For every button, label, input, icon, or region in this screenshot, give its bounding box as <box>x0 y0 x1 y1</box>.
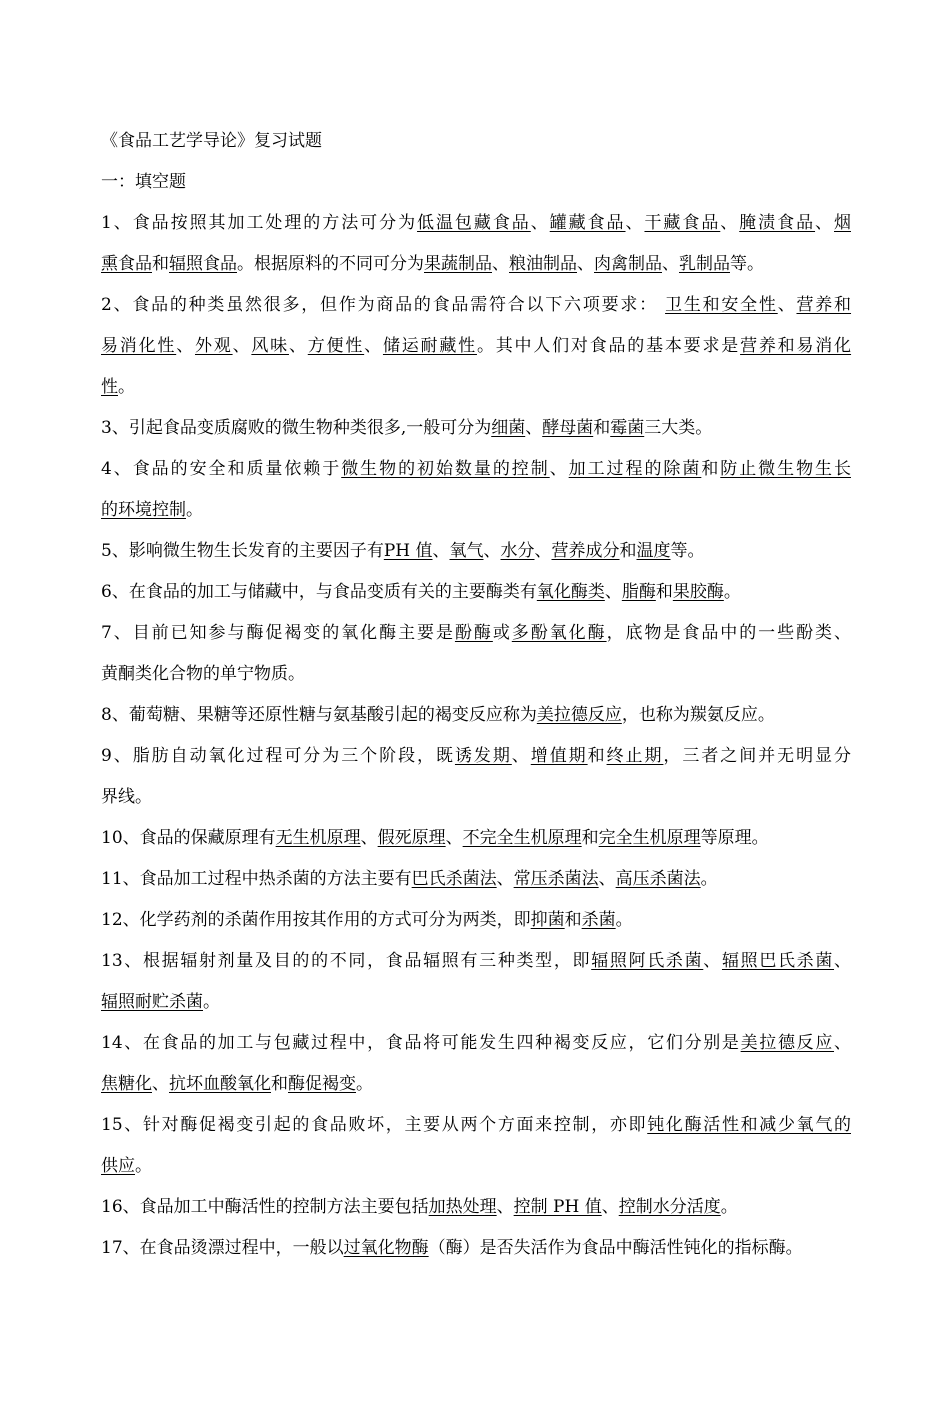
question-text: 、 <box>360 828 378 848</box>
text-line <box>101 333 851 359</box>
text-line <box>101 497 851 523</box>
question-text: （酶）是否失活作为食品中酶活性钝化的指标酶。 <box>428 1238 803 1258</box>
answer-text: 营养成分 <box>551 541 620 561</box>
question-text: 12、化学药剂的杀菌作用按其作用的方式可分为两类，即 <box>101 910 531 930</box>
question-text: 和 <box>271 1074 288 1094</box>
question-text: 和 <box>581 828 599 848</box>
question-text: 、 <box>176 336 195 356</box>
question-text: 。 <box>203 992 220 1012</box>
text-line <box>101 620 851 646</box>
text-line <box>101 743 851 769</box>
answer-text: 外观 <box>194 336 233 356</box>
text-line <box>101 1235 851 1261</box>
answer-text: 完全生机原理 <box>598 828 701 848</box>
answer-text: 酚酶 <box>454 623 493 643</box>
answer-text: 酶促褐变 <box>288 1074 356 1094</box>
answer-text: 高压杀菌法 <box>615 869 701 889</box>
answer-text: 温度 <box>636 541 671 561</box>
answer-text: 加工过程的除菌 <box>568 459 702 479</box>
question-text: 11、食品加工过程中热杀菌的方法主要有 <box>101 869 412 889</box>
answer-text: 焦糖化 <box>101 1074 152 1094</box>
answer-text: 供应 <box>101 1156 135 1176</box>
answer-text: 常压杀菌法 <box>513 869 599 889</box>
question-text: 、 <box>625 213 645 233</box>
answer-text: 控制水分活度 <box>618 1197 721 1217</box>
question-text: 和 <box>701 459 721 479</box>
question-text: 、 <box>577 254 594 274</box>
answer-text: 控制 PH 值 <box>513 1197 602 1217</box>
question-text: 、 <box>525 418 543 438</box>
answer-text: 霉菌 <box>610 418 645 438</box>
question-text: 、 <box>598 869 616 889</box>
question-text: 、 <box>534 541 552 561</box>
question-text: 14、在食品的加工与包藏过程中，食品将可能发生四种褐变反应，它们分别是 <box>101 1033 741 1053</box>
answer-text: 低温包藏食品 <box>417 213 531 233</box>
question-text: 、 <box>549 459 569 479</box>
question-text: 、 <box>530 213 550 233</box>
question-text: 、 <box>720 213 740 233</box>
answer-text: 氧气 <box>449 541 484 561</box>
answer-text: 钝化酶活性和减少氧气的 <box>647 1115 851 1135</box>
answer-text: 无生机原理 <box>275 828 361 848</box>
answer-text: 方便性 <box>307 336 365 356</box>
question-text: 10、食品的保藏原理有 <box>101 828 276 848</box>
question-text: 16、食品加工中酶活性的控制方法主要包括 <box>101 1197 429 1217</box>
section-heading: 一：填空题 <box>101 172 186 192</box>
answer-text: 烟 <box>834 213 851 233</box>
question-text: 、 <box>288 336 308 356</box>
question-list <box>101 210 851 1261</box>
text-line <box>101 1194 851 1220</box>
answer-text: 加热处理 <box>428 1197 497 1217</box>
answer-text: 的环境控制 <box>101 500 186 520</box>
answer-text: 抑菌 <box>530 910 565 930</box>
question-text: 。 <box>720 1197 738 1217</box>
question-text: 1、食品按照其加工处理的方法可分为 <box>101 213 418 233</box>
answer-text: 水分 <box>500 541 535 561</box>
question-text: 三大类。 <box>644 418 713 438</box>
answer-text: 果蔬制品 <box>424 254 492 274</box>
document-body <box>101 128 851 1276</box>
text-line <box>101 251 851 277</box>
answer-text: 脂酶 <box>621 582 656 602</box>
question-text: 。 <box>723 582 741 602</box>
answer-text: 诱发期 <box>454 746 512 766</box>
question-text: 和 <box>564 910 582 930</box>
answer-text: 抗坏血酸氧化 <box>169 1074 271 1094</box>
answer-text: PH 值 <box>383 541 433 561</box>
answer-text: 性 <box>101 377 118 397</box>
text-line <box>101 579 851 605</box>
document-title: 《食品工艺学导论》复习试题 <box>101 131 322 151</box>
question-text: 。 <box>186 500 203 520</box>
answer-text: 杀菌 <box>581 910 616 930</box>
answer-text: 美拉德反应 <box>740 1033 835 1053</box>
answer-text: 假死原理 <box>377 828 446 848</box>
answer-text: 巴氏杀菌法 <box>411 869 497 889</box>
question-text: 和 <box>593 418 611 438</box>
text-line <box>101 292 851 318</box>
question-text: 和 <box>152 254 169 274</box>
question-text: 、 <box>601 1197 619 1217</box>
question-text: 9、脂肪自动氧化过程可分为三个阶段，既 <box>101 746 455 766</box>
question-text: 4、食品的安全和质量依赖于 <box>101 459 342 479</box>
question-text: 。其中人们对食品的基本要求是 <box>476 336 741 356</box>
answer-text: 酵母菌 <box>542 418 594 438</box>
question-text: 、 <box>777 295 797 315</box>
question-text: 13、根据辐射剂量及目的的不同，食品辐照有三种类型，即 <box>101 951 592 971</box>
text-line <box>101 1112 851 1138</box>
question-text: 5、影响微生物生长发育的主要因子有 <box>101 541 384 561</box>
question-text: 3、引起食品变质腐败的微生物种类很多,一般可分为 <box>101 418 492 438</box>
answer-text: 辐照阿氏杀菌 <box>591 951 704 971</box>
answer-text: 氧化酶类 <box>536 582 605 602</box>
question-text: 和 <box>587 746 607 766</box>
answer-text: 肉禽制品 <box>594 254 662 274</box>
question-text: 、 <box>815 213 834 233</box>
question-text: 、 <box>232 336 252 356</box>
answer-text: 辐照巴氏杀菌 <box>721 951 835 971</box>
answer-text: 熏食品 <box>101 254 152 274</box>
answer-text: 乳制品 <box>679 254 730 274</box>
question-text: 、 <box>834 1033 852 1053</box>
text-line <box>101 702 851 728</box>
question-text: 。 <box>615 910 633 930</box>
answer-text: 罐藏食品 <box>549 213 626 233</box>
answer-text: 辐照食品 <box>169 254 237 274</box>
answer-text: 微生物的初始数量的控制 <box>341 459 550 479</box>
question-text: 。根据原料的不同可分为 <box>237 254 424 274</box>
answer-text: 易消化性 <box>101 336 177 356</box>
text-line <box>101 1071 851 1097</box>
question-text: 、 <box>834 951 852 971</box>
answer-text: 过氧化物酶 <box>343 1238 429 1258</box>
text-line <box>101 1153 851 1179</box>
question-text: ，底物是食品中的一些酚类、 <box>606 623 851 643</box>
text-line <box>101 866 851 892</box>
answer-text: 多酚氧化酶 <box>511 623 607 643</box>
text-line <box>101 374 851 400</box>
text-line <box>101 825 851 851</box>
question-text: 、 <box>432 541 450 561</box>
question-text: ，也称为羰氨反应。 <box>621 705 775 725</box>
question-text: 。 <box>118 377 135 397</box>
text-line <box>101 989 851 1015</box>
answer-text: 果胶酶 <box>672 582 724 602</box>
question-text: 、 <box>496 869 514 889</box>
answer-text: 营养和易消化 <box>740 336 852 356</box>
question-text: 、 <box>496 1197 514 1217</box>
question-text: 、 <box>445 828 463 848</box>
answer-text: 粮油制品 <box>509 254 577 274</box>
question-text: 、 <box>604 582 622 602</box>
question-text: 17、在食品烫漂过程中，一般以 <box>101 1238 344 1258</box>
answer-text: 营养和 <box>796 295 852 315</box>
question-text: 、 <box>492 254 509 274</box>
text-line <box>101 784 851 810</box>
answer-text: 腌渍食品 <box>739 213 816 233</box>
question-text: 。 <box>700 869 718 889</box>
text-line <box>101 456 851 482</box>
question-text: 、 <box>152 1074 169 1094</box>
question-text: 和 <box>619 541 637 561</box>
answer-text: 储运耐藏性 <box>382 336 477 356</box>
answer-text: 终止期 <box>606 746 664 766</box>
question-text: 。 <box>135 1156 152 1176</box>
question-text: 界线。 <box>101 787 152 807</box>
question-text: 、 <box>662 254 679 274</box>
question-text: 。 <box>356 1074 373 1094</box>
question-text: 等。 <box>730 254 764 274</box>
answer-text: 美拉德反应 <box>536 705 622 725</box>
text-line <box>101 1030 851 1056</box>
question-text: 15、针对酶促褐变引起的食品败坏，主要从两个方面来控制，亦即 <box>101 1115 648 1135</box>
text-line <box>101 415 851 441</box>
question-text: 、 <box>483 541 501 561</box>
answer-text: 辐照耐贮杀菌 <box>101 992 203 1012</box>
answer-text: 干藏食品 <box>644 213 721 233</box>
text-line <box>101 538 851 564</box>
text-line <box>101 661 851 687</box>
text-line <box>101 907 851 933</box>
question-text: 、 <box>364 336 383 356</box>
text-line <box>101 210 851 236</box>
question-text: 、 <box>511 746 531 766</box>
text-line <box>101 948 851 974</box>
question-text: 和 <box>655 582 673 602</box>
question-text: 黄酮类化合物的单宁物质。 <box>101 664 305 684</box>
answer-text: 风味 <box>251 336 289 356</box>
answer-text: 细菌 <box>491 418 526 438</box>
answer-text: 卫生和安全性 <box>665 295 778 315</box>
question-text: 8、葡萄糖、果糖等还原性糖与氨基酸引起的褐变反应称为 <box>101 705 537 725</box>
question-text: 、 <box>703 951 722 971</box>
question-text: ，三者之间并无明显分 <box>663 746 851 766</box>
question-text: 或 <box>492 623 512 643</box>
answer-text: 不完全生机原理 <box>462 828 582 848</box>
question-text: 等原理。 <box>700 828 769 848</box>
question-text: 2、食品的种类虽然很多，但作为商品的食品需符合以下六项要求： <box>101 295 666 315</box>
question-text: 7、目前已知参与酶促褐变的氧化酶主要是 <box>101 623 455 643</box>
answer-text: 防止微生物生长 <box>720 459 851 479</box>
question-text: 等。 <box>670 541 705 561</box>
answer-text: 增值期 <box>530 746 588 766</box>
question-text: 6、在食品的加工与储藏中，与食品变质有关的主要酶类有 <box>101 582 537 602</box>
